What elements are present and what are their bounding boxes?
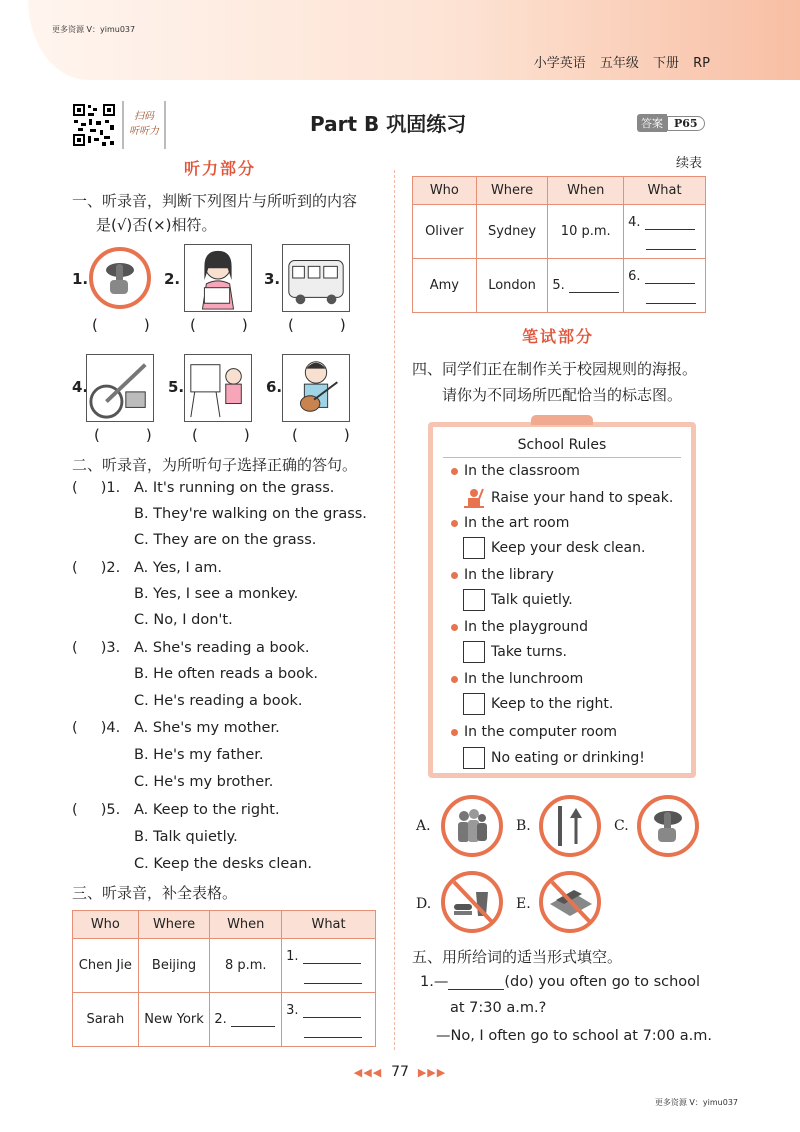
col-header: Where (138, 911, 210, 939)
answer-parens[interactable]: ( ) (94, 426, 152, 444)
pic-number: 1. (72, 270, 89, 288)
cell-what-blank[interactable]: 6. (624, 259, 706, 313)
keep-right-sign-icon (538, 794, 602, 858)
answer-parens[interactable]: ( ) (92, 316, 150, 334)
answer-box[interactable] (463, 747, 485, 769)
answer-parens[interactable]: ( ) (190, 316, 248, 334)
q1-instruction-line2: 是(√)否(×)相符。 (96, 216, 217, 234)
cell-who: Sarah (73, 993, 139, 1047)
cell-where: London (476, 259, 548, 313)
poster-rule: Keep to the right. (463, 693, 613, 715)
poster-place: In the art room (451, 515, 569, 531)
watermark-top: 更多资源 V：yimu037 (52, 25, 136, 34)
q2-item-number[interactable]: ( )1. (72, 480, 121, 496)
q2-option-c: C. He's reading a book. (134, 693, 303, 709)
q2-option-c: C. They are on the grass. (134, 532, 317, 548)
q2-option-a: A. She's my mother. (134, 720, 280, 736)
pic-number: 3. (264, 270, 281, 288)
page-title: Part B 巩固练习 (310, 112, 467, 136)
q5-sentence-line3: —No, I often go to school at 7:00 a.m. (436, 1028, 712, 1044)
poster-rule: Keep your desk clean. (463, 537, 645, 559)
q1-instruction-line1: 一、听录音，判断下列图片与所听到的内容 (72, 192, 358, 210)
listening-section-title: 听力部分 (184, 159, 257, 178)
q2-item-number[interactable]: ( )3. (72, 640, 121, 656)
q2-item-number[interactable]: ( )5. (72, 802, 121, 818)
take-turns-sign-icon (440, 794, 504, 858)
answer-parens[interactable]: ( ) (288, 316, 346, 334)
cell-when-blank[interactable]: 5. (548, 259, 624, 313)
col-header: Who (413, 177, 477, 205)
col-header: When (548, 177, 624, 205)
quiet-sign-icon (636, 794, 700, 858)
answer-box[interactable] (463, 641, 485, 663)
quiet-sign-icon (88, 246, 152, 310)
q5-sentence-line2: at 7:30 a.m.? (450, 1000, 547, 1016)
scan-to-listen-label: 扫码 听听力 (122, 101, 166, 149)
cell-what-blank[interactable]: 3. (282, 993, 376, 1047)
boy-painting-picture (184, 354, 252, 422)
sign-label: B. (516, 818, 531, 834)
sign-label: A. (416, 818, 431, 834)
answer-parens[interactable]: ( ) (192, 426, 250, 444)
q4-instruction-line2: 请你为不同场所匹配恰当的标志图。 (442, 386, 683, 404)
answer-box[interactable] (463, 537, 485, 559)
watermark-bottom: 更多资源 V：yimu037 (654, 1098, 738, 1107)
poster-rule: No eating or drinking! (463, 747, 645, 769)
q5-instruction: 五、用所给词的适当形式填空。 (412, 948, 623, 966)
poster-place: In the computer room (451, 724, 617, 740)
q2-option-a: A. Keep to the right. (134, 802, 280, 818)
col-header: When (210, 911, 282, 939)
listening-table (72, 910, 376, 1047)
cell-who: Chen Jie (73, 939, 139, 993)
continued-label: 续表 (676, 156, 703, 171)
q2-option-b: B. He often reads a book. (134, 666, 318, 682)
pic-number: 6. (266, 378, 283, 396)
q5-sentence-line1: 1.— (do) you often go to school (420, 974, 701, 990)
poster-place: In the playground (451, 619, 588, 635)
col-header: Where (476, 177, 548, 205)
answer-box[interactable] (463, 693, 485, 715)
q4-instruction-line1: 四、同学们正在制作关于校园规则的海报。 (412, 360, 698, 378)
cell-where: New York (138, 993, 210, 1047)
poster-rule: Take turns. (463, 641, 567, 663)
raise-hand-icon (463, 487, 485, 509)
cell-where: Beijing (138, 939, 210, 993)
q2-option-b: B. Talk quietly. (134, 829, 238, 845)
poster-title: School Rules (517, 437, 607, 453)
column-divider (394, 170, 395, 1050)
cell-who: Amy (413, 259, 477, 313)
q2-instruction: 二、听录音，为所听句子选择正确的答句。 (72, 456, 358, 474)
poster-place: In the lunchroom (451, 671, 583, 687)
q2-option-b: B. They're walking on the grass. (134, 506, 367, 522)
writing-section-title: 笔试部分 (522, 327, 595, 346)
q2-option-a: A. It's running on the grass. (134, 480, 335, 496)
fill-blank[interactable] (448, 976, 504, 990)
pic-number: 5. (168, 378, 185, 396)
cell-when-blank[interactable]: 2. (210, 993, 282, 1047)
cell-when: 8 p.m. (210, 939, 282, 993)
q2-item-number[interactable]: ( )4. (72, 720, 121, 736)
col-header: What (282, 911, 376, 939)
cell-who: Oliver (413, 205, 477, 259)
q2-option-c: C. Keep the desks clean. (134, 856, 313, 872)
cell-when: 10 p.m. (548, 205, 624, 259)
q2-option-a: A. Yes, I am. (134, 560, 223, 576)
q2-option-b: B. Yes, I see a monkey. (134, 586, 299, 602)
answer-box[interactable] (463, 589, 485, 611)
answer-reference: 答案 P65 (637, 114, 705, 132)
poster-divider (443, 457, 681, 458)
school-rules-poster (428, 422, 696, 778)
q2-option-a: A. She's reading a book. (134, 640, 310, 656)
prev-arrows-icon: ◀◀◀ (353, 1066, 383, 1079)
q2-option-b: B. He's my father. (134, 747, 264, 763)
pic-number: 2. (164, 270, 181, 288)
q2-option-c: C. He's my brother. (134, 774, 274, 790)
cell-what-blank[interactable]: 1. (282, 939, 376, 993)
boy-guitar-picture (282, 354, 350, 422)
sign-label: E. (516, 896, 531, 912)
bus-picture (282, 244, 350, 312)
sign-label: D. (416, 896, 432, 912)
q2-item-number[interactable]: ( )2. (72, 560, 121, 576)
col-header: Who (73, 911, 139, 939)
poster-tab (531, 415, 593, 425)
continued-table (412, 176, 706, 313)
col-header: What (624, 177, 706, 205)
next-arrows-icon: ▶▶▶ (417, 1066, 447, 1079)
poster-rule: Talk quietly. (463, 589, 573, 611)
sign-label: C. (614, 818, 629, 834)
girl-reading-picture (184, 244, 252, 312)
q3-instruction: 三、听录音，补全表格。 (72, 884, 238, 902)
page-number: ◀◀◀ 77 ▶▶▶ (353, 1064, 447, 1080)
q2-option-c: C. No, I don't. (134, 612, 233, 628)
answer-parens[interactable]: ( ) (292, 426, 350, 444)
cell-where: Sydney (476, 205, 548, 259)
poster-place: In the classroom (451, 463, 580, 479)
cell-what-blank[interactable]: 4. (624, 205, 706, 259)
poster-place: In the library (451, 567, 554, 583)
pic-number: 4. (72, 378, 89, 396)
qr-code-icon[interactable] (72, 103, 116, 147)
bike-picture (86, 354, 154, 422)
book-info: 小学英语 五年级 下册 RP (533, 56, 710, 71)
poster-rule: Raise your hand to speak. (463, 487, 673, 509)
no-eating-sign-icon (440, 870, 504, 934)
no-mess-desk-sign-icon (538, 870, 602, 934)
